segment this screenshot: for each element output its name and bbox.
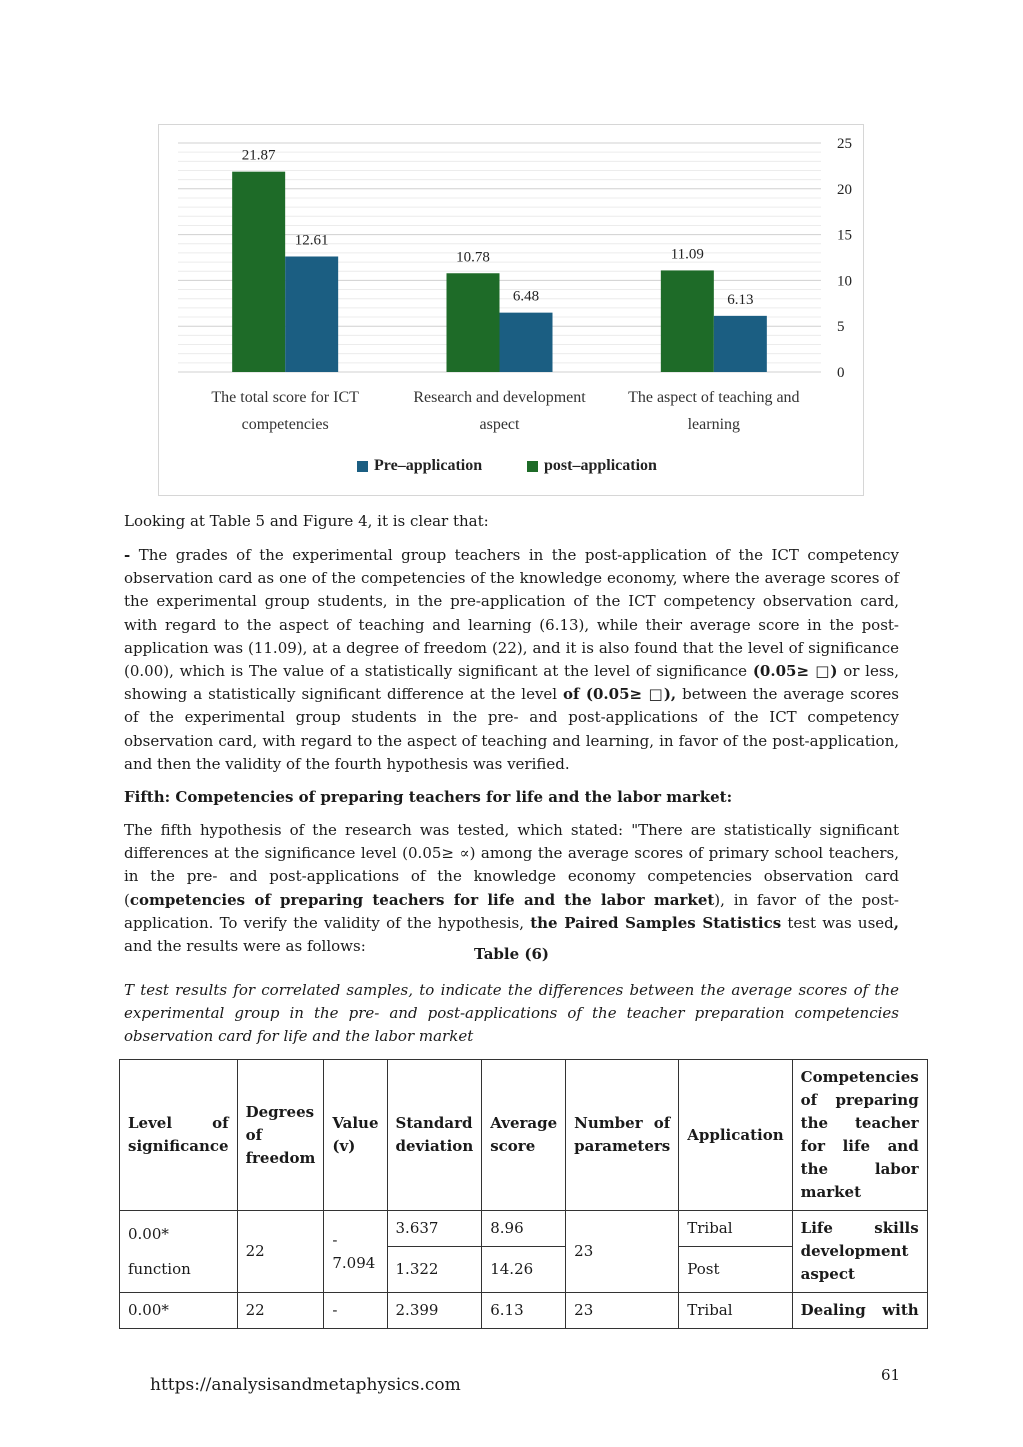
table-row <box>120 1293 928 1329</box>
table-row <box>120 1211 928 1247</box>
data-label: 10.78 <box>456 249 490 266</box>
row1-level-value: 0.00* <box>128 1224 169 1243</box>
bar-pre <box>500 313 553 372</box>
intro-text: Looking at Table 5 and Figure 4, it is clear that: <box>124 512 489 530</box>
row1-avg-post: 14.26 <box>482 1247 566 1293</box>
data-label: 6.13 <box>727 291 754 308</box>
para1-text-3: between the average scores of the experimental group students in the pre- and post-applications of the ICT competency observation card, with regard to the aspect of teaching and learning, in favor of the post-application, and then the validity of the fourth hypothesis was verified. <box>124 685 899 773</box>
y-tick-label: 10 <box>837 273 852 290</box>
data-label: 11.09 <box>670 246 704 263</box>
header-application: Application <box>679 1060 792 1211</box>
legend-swatch <box>527 461 538 472</box>
data-label: 12.61 <box>294 232 329 249</box>
x-tick-label: competencies <box>241 416 329 433</box>
legend-label: post–application <box>544 457 657 474</box>
header-sd: Standard deviation <box>387 1060 482 1211</box>
footer-url[interactable]: https://analysisandmetaphysics.com <box>150 1375 461 1395</box>
row1-value <box>324 1211 387 1293</box>
row1-app-pre: Tribal <box>679 1211 792 1247</box>
table-caption: T test results for correlated samples, to indicate the differences between the average scores of the experimental group in the pre- and post-applications of the teacher preparation competencies observation card for life and the labor market <box>124 981 899 1046</box>
para1-text-2: or less, showing a statistically significant difference at the level <box>124 662 900 704</box>
row2-sd: 2.399 <box>387 1293 482 1329</box>
bar-pre <box>714 316 767 372</box>
y-tick-label: 15 <box>837 227 852 244</box>
page-number: 61 <box>881 1366 901 1384</box>
para1-dash: - <box>124 546 131 564</box>
results-table <box>119 1059 928 1329</box>
y-tick-label: 0 <box>837 365 845 381</box>
row1-avg-pre: 8.96 <box>482 1211 566 1247</box>
para2-bold-3: , <box>893 913 899 932</box>
header-number: Number of parameters <box>566 1060 679 1211</box>
hypothesis-four-paragraph <box>124 544 899 776</box>
data-label: 6.48 <box>512 288 540 305</box>
row2-competency: Dealing with <box>792 1293 927 1329</box>
bar-pre <box>285 256 338 372</box>
y-tick-label: 5 <box>837 319 845 336</box>
row1-value-dash: - <box>332 1230 338 1249</box>
para2-bold-1: competencies of preparing teachers for life and the labor market <box>129 890 715 909</box>
para1-text-1: The grades of the experimental group teachers in the post-application of the ICT competency observation card as one of the competencies of the knowledge economy, where the average scores of the experimental group students, in the pre-application of the ICT competency observation card, with regard to the aspect of teaching and learning (6.13), while their average score in the post-application was (11.09), at a degree of freedom (22), and it is also found that the level of significance (0.00), which is The value of a statistically significant at the level of significance <box>124 546 899 681</box>
row2-value: - <box>324 1293 387 1329</box>
row1-level <box>120 1211 238 1293</box>
x-tick-label: aspect <box>479 416 520 433</box>
row2-app: Tribal <box>679 1293 792 1329</box>
row2-n: 23 <box>566 1293 679 1329</box>
row1-df: 22 <box>237 1211 324 1293</box>
para1-bold-1: (0.05≥ □) <box>752 662 838 681</box>
bar-post <box>232 172 285 372</box>
bar-post <box>447 273 500 372</box>
legend-swatch <box>357 461 368 472</box>
header-competency: Competencies of preparing the teacher for life and the labor market <box>792 1060 927 1211</box>
para2-text-4: and the results were as follows: <box>124 937 366 956</box>
header-degrees: Degrees of freedom <box>237 1060 324 1211</box>
row2-df: 22 <box>237 1293 324 1329</box>
para2-text-1: The fifth hypothesis of the research was tested, which stated: "There are statistically significant differences at the significance level (0.05≥ ∝) among the average scores of primary school teachers, in the pre- and post-applications of the knowledge economy competencies observation card ( <box>124 821 899 909</box>
x-tick-label: learning <box>687 416 741 433</box>
bar-post <box>661 270 714 372</box>
para2-text-3: test was used <box>781 913 894 932</box>
header-average: Average score <box>482 1060 566 1211</box>
row1-app-post: Post <box>679 1247 792 1293</box>
table-header-row <box>120 1060 928 1211</box>
row1-competency: Life skills development aspect <box>792 1211 927 1293</box>
row2-avg: 6.13 <box>482 1293 566 1329</box>
para2-text-2: ), in favor of the post-application. To verify the validity of the hypothesis, <box>124 890 899 932</box>
para2-bold-2: the Paired Samples Statistics <box>530 913 782 932</box>
row1-sd-pre: 3.637 <box>387 1211 482 1247</box>
section-heading-fifth: Fifth: Competencies of preparing teachers for life and the labor market: <box>124 788 733 806</box>
x-tick-label: The total score for ICT <box>211 389 359 406</box>
x-tick-label: Research and development <box>413 389 586 406</box>
table-title: Table (6) <box>473 945 550 963</box>
bar-chart <box>158 124 864 496</box>
y-tick-label: 25 <box>837 136 852 152</box>
x-tick-label: The aspect of teaching and <box>628 389 800 406</box>
header-value: Value (v) <box>324 1060 387 1211</box>
row1-sd-post: 1.322 <box>387 1247 482 1293</box>
row1-level-note: function <box>128 1259 191 1278</box>
hypothesis-five-paragraph <box>124 819 899 958</box>
y-tick-label: 20 <box>837 181 852 198</box>
legend-label: Pre–application <box>374 457 483 474</box>
row1-n: 23 <box>566 1211 679 1293</box>
row2-level: 0.00* <box>120 1293 238 1329</box>
row1-value-number: 7.094 <box>332 1253 376 1272</box>
data-label: 21.87 <box>241 147 276 164</box>
chart-canvas <box>159 125 863 495</box>
para1-bold-2: of (0.05≥ □), <box>563 685 677 704</box>
header-level: Level of significance <box>120 1060 238 1211</box>
